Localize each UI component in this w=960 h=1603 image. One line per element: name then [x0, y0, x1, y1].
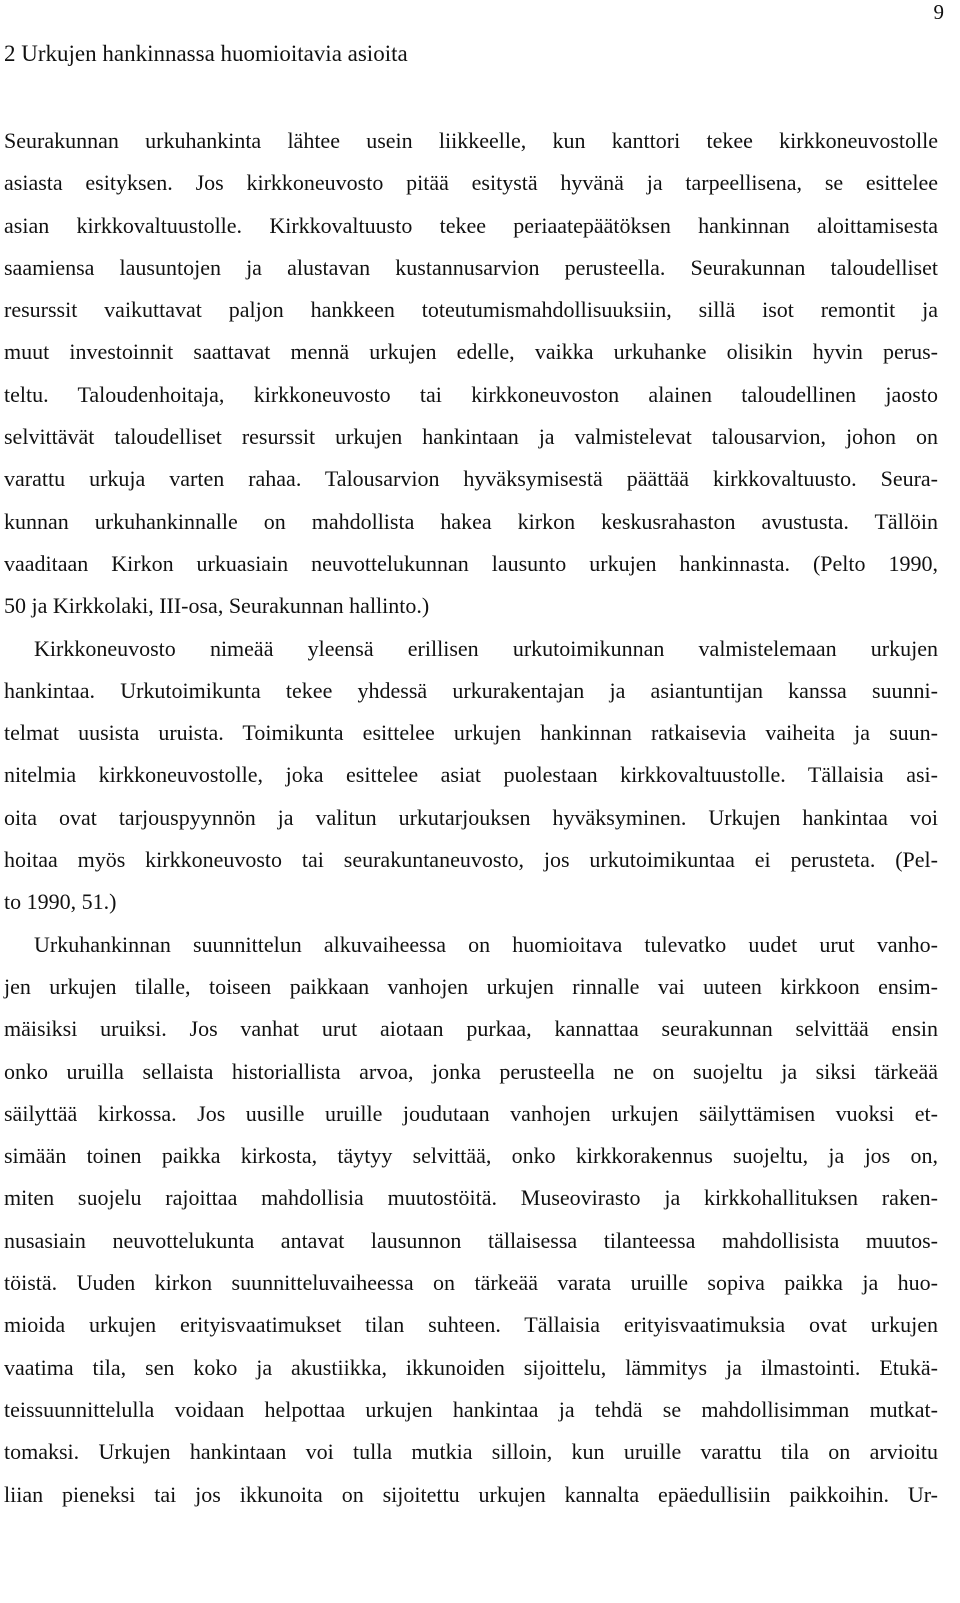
- text-line: teissuunnittelulla voidaan helpottaa urkujen hankintaa ja tehdä se mahdollisimman mutkat-: [4, 1396, 938, 1422]
- text-line: to 1990, 51.): [4, 889, 117, 915]
- text-line: Urkuhankinnan suunnittelun alkuvaiheessa on huomioitava tulevatko uudet urut vanho-: [34, 931, 938, 957]
- text-line: 50 ja Kirkkolaki, III-osa, Seurakunnan hallinto.): [4, 593, 430, 619]
- text-line: vaatima tila, sen koko ja akustiikka, ikkunoiden sijoittelu, lämmitys ja ilmastointi. Etukä-: [4, 1354, 938, 1380]
- body-text: [4, 120, 938, 1516]
- text-line: teltu. Taloudenhoitaja, kirkkoneuvosto tai kirkkoneuvoston alainen taloudellinen jaosto: [4, 381, 938, 407]
- section-heading: 2 Urkujen hankinnassa huomioitavia asioita: [4, 41, 408, 66]
- text-line: varattu urkuja varten rahaa. Talousarvion hyväksymisestä päättää kirkkovaltuusto. Seura-: [4, 466, 938, 492]
- text-line: mioida urkujen erityisvaatimukset tilan suhteen. Tällaisia erityisvaatimuksia ovat urkujen: [4, 1312, 938, 1338]
- text-line: selvittävät taloudelliset resurssit urkujen hankintaan ja valmistelevat talousarvion, johon on: [4, 424, 938, 450]
- text-line: oita ovat tarjouspyynnön ja valitun urkutarjouksen hyväksyminen. Urkujen hankintaa voi: [4, 804, 938, 830]
- text-line: onko uruilla sellaista historiallista arvoa, jonka perusteella ne on suojeltu ja siksi tärkeää: [4, 1058, 938, 1084]
- page-number: 9: [933, 0, 944, 24]
- text-line: simään toinen paikka kirkosta, täytyy selvittää, onko kirkkorakennus suojeltu, ja jos on,: [4, 1143, 938, 1169]
- text-line: Seurakunnan urkuhankinta lähtee usein liikkeelle, kun kanttori tekee kirkkoneuvostolle: [4, 128, 938, 153]
- text-line: asiasta esityksen. Jos kirkkoneuvosto pitää esitystä hyvänä ja tarpeellisena, se esittelee: [4, 170, 938, 196]
- text-line: mäisiksi uruiksi. Jos vanhat urut aiotaan purkaa, kannattaa seurakunnan selvittää ensin: [4, 1016, 938, 1042]
- text-line: hoitaa myös kirkkoneuvosto tai seurakuntaneuvosto, jos urkutoimikuntaa ei perusteta. (Pel-: [4, 847, 938, 873]
- text-line: hankintaa. Urkutoimikunta tekee yhdessä urkurakentajan ja asiantuntijan kanssa suunni-: [4, 677, 938, 703]
- text-line: miten suojelu rajoittaa mahdollisia muutostöitä. Museovirasto ja kirkkohallituksen raken-: [4, 1185, 938, 1211]
- text-line: jen urkujen tilalle, toiseen paikkaan vanhojen urkujen rinnalle vai uuteen kirkkoon ensim-: [4, 973, 938, 999]
- text-line: telmat uusista uruista. Toimikunta esittelee urkujen hankinnan ratkaisevia vaiheita ja suun-: [4, 720, 938, 746]
- text-line: vaaditaan Kirkon urkuasiain neuvottelukunnan lausunto urkujen hankinnasta. (Pelto 1990,: [4, 550, 938, 576]
- text-line: liian pieneksi tai jos ikkunoita on sijoitettu urkujen kannalta epäedullisiin paikkoihin. Ur-: [4, 1481, 938, 1507]
- text-line: muut investoinnit saattavat mennä urkujen edelle, vaikka urkuhanke olisikin hyvin perus-: [4, 339, 938, 365]
- text-line: asian kirkkovaltuustolle. Kirkkovaltuusto tekee periaatepäätöksen hankinnan aloittamisesta: [4, 212, 938, 238]
- text-line: töistä. Uuden kirkon suunnitteluvaiheessa on tärkeää varata uruille sopiva paikka ja huo-: [4, 1270, 938, 1296]
- text-line: kunnan urkuhankinnalle on mahdollista hakea kirkon keskusrahaston avustusta. Tällöin: [4, 508, 938, 534]
- text-line: säilyttää kirkossa. Jos uusille uruille joudutaan vanhojen urkujen säilyttämisen vuoksi et-: [4, 1100, 938, 1126]
- text-line: saamiensa lausuntojen ja alustavan kustannusarvion perusteella. Seurakunnan taloudelliset: [4, 254, 938, 280]
- text-line: tomaksi. Urkujen hankintaan voi tulla mutkia silloin, kun uruille varattu tila on arvioitu: [4, 1439, 938, 1465]
- text-line: Kirkkoneuvosto nimeää yleensä erillisen urkutoimikunnan valmistelemaan urkujen: [34, 635, 938, 661]
- text-line: resurssit vaikuttavat paljon hankkeen toteutumismahdollisuuksiin, sillä isot remontit ja: [4, 297, 938, 323]
- text-line: nitelmia kirkkoneuvostolle, joka esittelee asiat puolestaan kirkkovaltuustolle. Tällaisia asi-: [4, 762, 938, 788]
- text-line: nusasiain neuvottelukunta antavat lausunnon tällaisessa tilanteessa mahdollisista muutos-: [4, 1227, 938, 1253]
